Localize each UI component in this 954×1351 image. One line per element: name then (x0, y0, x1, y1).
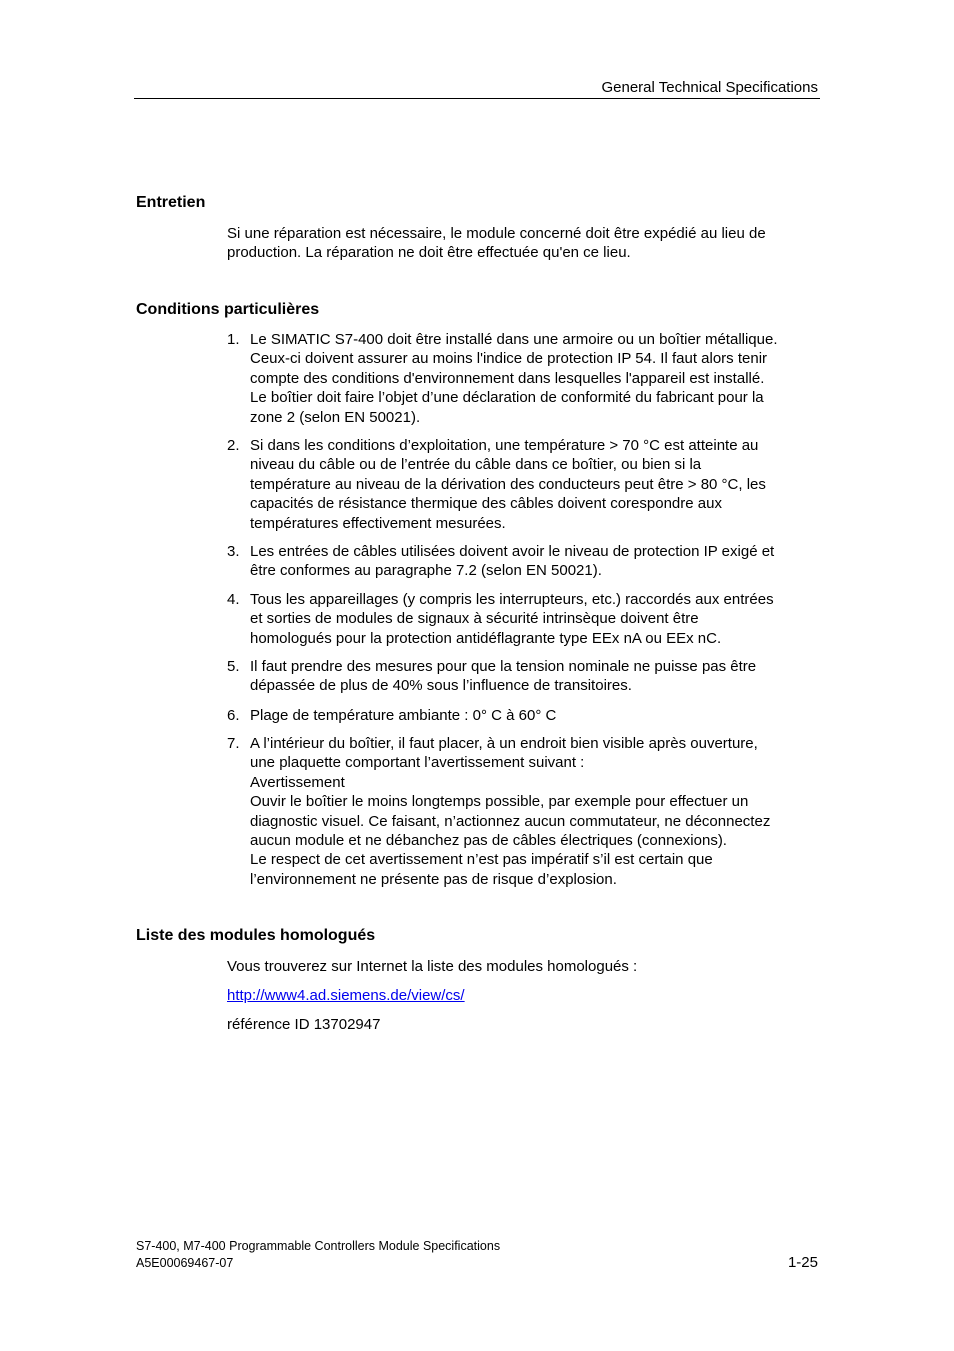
text-line: dépassée de plus de 40% sous l’influence de transitoires. (250, 677, 632, 695)
text-line: compte des conditions d'environnement dans lesquelles l'appareil est installé. (250, 369, 765, 387)
list-item (227, 436, 827, 533)
text-line: Si une réparation est nécessaire, le module concerné doit être expédié au lieu de (227, 225, 766, 242)
text-line: être conformes au paragraphe 7.2 (selon EN 50021). (250, 562, 602, 580)
paragraph-reference: référence ID 13702947 (227, 1016, 381, 1033)
text-line: températures effectivement mesurées. (250, 514, 506, 532)
text-line: Les entrées de câbles utilisées doivent avoir le niveau de protection IP exigé et (250, 543, 775, 560)
text-line: et sorties de modules de signaux à sécurité intrinsèque doivent être (250, 610, 699, 628)
header-rule (134, 98, 820, 99)
list-item (227, 734, 827, 889)
text-line: Plage de température ambiante : 0° C à 60° C (250, 707, 557, 724)
footer-title: S7-400, M7-400 Programmable Controllers Module Specifications (136, 1239, 501, 1253)
text-line: une plaquette comportant l’avertissement suivant : (250, 754, 585, 772)
text-line: production. La réparation ne doit être effectuée qu'en ce lieu. (227, 244, 631, 262)
heading-liste: Liste des modules homologués (136, 927, 376, 944)
siemens-link[interactable]: http://www4.ad.siemens.de/view/cs/ (227, 987, 465, 1004)
text-line: diagnostic visuel. Ce faisant, n’actionnez aucun commutateur, ne déconnectez (250, 812, 771, 830)
page-number: 1-25 (787, 1254, 818, 1271)
list-number: 6. (227, 707, 240, 724)
list-number: 3. (227, 543, 240, 560)
paragraph-liste-intro: Vous trouverez sur Internet la liste des modules homologués : (227, 958, 638, 975)
text-line: Il faut prendre des mesures pour que la tension nominale ne puisse pas être (250, 658, 757, 675)
list-item (227, 590, 827, 648)
text-line: A l’intérieur du boîtier, il faut placer, à un endroit bien visible après ouverture, (250, 735, 758, 752)
heading-entretien: Entretien (136, 194, 206, 211)
text-line: Le boîtier doit faire l’objet d’une déclaration de conformité du fabricant pour la (250, 389, 764, 407)
text-line: homologués pour la protection antidéflagrante type EEx nA ou EEx nC. (250, 629, 722, 647)
running-header-title: General Technical Specifications (601, 79, 818, 96)
text-line: aucun module et ne débanchez pas de câbles électriques (connexions). (250, 832, 727, 850)
list-item (227, 330, 827, 427)
list-number: 1. (227, 331, 240, 348)
footer-doc-id: A5E00069467-07 (136, 1256, 234, 1270)
list-number: 4. (227, 591, 240, 608)
paragraph-entretien (227, 224, 827, 263)
list-number: 5. (227, 658, 240, 675)
text-line: température au niveau de la dérivation des conducteurs peut être > 80 °C, les (250, 475, 766, 493)
text-line: l’environnement ne présente pas de risque d’explosion. (250, 870, 617, 888)
text-line: Ouvir le boîtier le moins longtemps possible, par exemple pour effectuer un (250, 793, 749, 811)
text-line: capacités de résistance thermique des câbles doivent corespondre aux (250, 495, 722, 513)
text-line: Le SIMATIC S7-400 doit être installé dans une armoire ou un boîtier métallique. (250, 331, 778, 348)
text-line: Si dans les conditions d’exploitation, une température > 70 °C est atteinte au (250, 437, 759, 454)
heading-conditions: Conditions particulières (136, 301, 320, 318)
text-line: zone 2 (selon EN 50021). (250, 408, 421, 426)
text-line: Ceux-ci doivent assurer au moins l'indice de protection IP 54. Il faut alors tenir (250, 350, 768, 368)
text-line: Le respect de cet avertissement n’est pas impératif s’il est certain que (250, 851, 713, 869)
text-line: Avertissement (250, 773, 345, 791)
paragraph-liste-link (227, 986, 827, 1005)
list-item (227, 542, 827, 581)
text-line: Tous les appareillages (y compris les interrupteurs, etc.) raccordés aux entrées (250, 591, 774, 608)
list-number: 7. (227, 735, 240, 752)
list-number: 2. (227, 437, 240, 454)
list-item (227, 657, 827, 696)
text-line: niveau du câble ou de l’entrée du câble dans ce boîtier, ou bien si la (250, 456, 702, 474)
list-item (227, 706, 827, 725)
